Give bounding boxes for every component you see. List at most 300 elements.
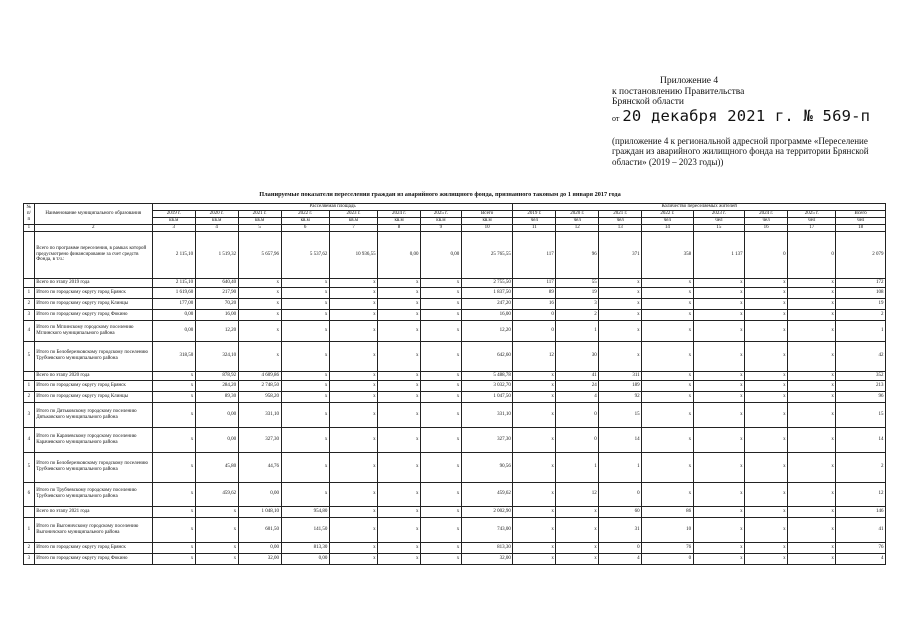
municipality-name: Итого по городскому округу город Брянск: [34, 287, 152, 298]
value-cell: 60: [599, 506, 642, 517]
value-cell: 247,20: [461, 298, 513, 309]
value-cell: x: [642, 320, 694, 341]
value-cell: x: [788, 287, 836, 298]
value-cell: x: [745, 542, 788, 553]
value-cell: x: [745, 482, 788, 506]
value-cell: x: [642, 391, 694, 402]
value-cell: 0: [513, 309, 556, 320]
value-cell: 12: [556, 482, 599, 506]
value-cell: 89: [513, 287, 556, 298]
value-cell: 0,00: [378, 231, 421, 278]
value-cell: x: [788, 517, 836, 542]
unit-header: чел: [599, 217, 642, 224]
value-cell: 32,00: [238, 553, 281, 564]
column-number: 6: [281, 224, 329, 231]
year-header: 2023 г.: [693, 211, 745, 218]
row-number: 5: [24, 452, 35, 482]
value-cell: 189: [599, 380, 642, 391]
year-header: 2021 г.: [238, 211, 281, 218]
value-cell: 1 137: [693, 231, 745, 278]
value-cell: 2 115,10: [152, 278, 195, 287]
municipality-name: Итого по Белоберезковскому городскому поселению Трубчевского муниципального района: [34, 452, 152, 482]
table-row: [24, 320, 886, 341]
unit-header: чел: [693, 217, 745, 224]
value-cell: 96: [556, 231, 599, 278]
value-cell: x: [329, 402, 377, 427]
value-cell: 0,00: [195, 427, 238, 452]
value-cell: x: [329, 298, 377, 309]
value-cell: x: [378, 452, 421, 482]
column-number: 17: [788, 224, 836, 231]
value-cell: x: [599, 309, 642, 320]
value-cell: x: [378, 517, 421, 542]
table-row: [24, 278, 886, 287]
municipality-name: Итого по городскому округу город Клинцы: [34, 391, 152, 402]
value-cell: 117: [513, 231, 556, 278]
municipality-name: Итого по городскому округу город Фокино: [34, 553, 152, 564]
column-number: 2: [34, 224, 152, 231]
value-cell: 10 936,55: [329, 231, 377, 278]
value-cell: x: [693, 517, 745, 542]
value-cell: 954,80: [281, 506, 329, 517]
row-number: 2: [24, 542, 35, 553]
value-cell: 3 032,70: [461, 380, 513, 391]
value-cell: x: [788, 452, 836, 482]
value-cell: x: [152, 391, 195, 402]
value-cell: 96: [836, 391, 886, 402]
table-head: [24, 204, 886, 232]
municipality-name: Итого по Белоберезковскому городскому поселению Трубчевского муниципального района: [34, 341, 152, 371]
row-number: [24, 371, 35, 380]
unit-header: чел: [556, 217, 599, 224]
col-no-header: № п/п: [24, 204, 35, 225]
value-cell: 2 755,50: [461, 278, 513, 287]
value-cell: 12,20: [195, 320, 238, 341]
year-header: Всего: [461, 211, 513, 218]
value-cell: x: [238, 287, 281, 298]
municipality-name: Всего по этапу 2020 года: [34, 371, 152, 380]
value-cell: x: [152, 506, 195, 517]
value-cell: 5 537,62: [281, 231, 329, 278]
value-cell: x: [421, 287, 462, 298]
value-cell: x: [513, 482, 556, 506]
value-cell: x: [513, 517, 556, 542]
column-number: 10: [461, 224, 513, 231]
value-cell: 813,30: [461, 542, 513, 553]
value-cell: x: [788, 309, 836, 320]
column-number: 1: [24, 224, 35, 231]
value-cell: x: [693, 391, 745, 402]
value-cell: 32,00: [461, 553, 513, 564]
value-cell: x: [281, 371, 329, 380]
value-cell: 0,00: [152, 320, 195, 341]
value-cell: x: [378, 341, 421, 371]
table-row: [24, 391, 886, 402]
value-cell: 31: [599, 517, 642, 542]
table-row: [24, 231, 886, 278]
value-cell: x: [329, 341, 377, 371]
value-cell: x: [745, 320, 788, 341]
value-cell: 0: [556, 427, 599, 452]
column-number: 11: [513, 224, 556, 231]
value-cell: x: [745, 298, 788, 309]
value-cell: 311: [599, 371, 642, 380]
value-cell: x: [693, 452, 745, 482]
value-cell: 640,40: [195, 278, 238, 287]
municipality-name: Всего по программе переселения, в рамках которой предусмотрено финансирование за счет средств Фонда, в т.ч.:: [34, 231, 152, 278]
value-cell: x: [642, 298, 694, 309]
value-cell: 601,50: [238, 517, 281, 542]
appendix-region-line: Брянской области: [612, 97, 684, 108]
row-number: 1: [24, 287, 35, 298]
value-cell: 1 048,10: [238, 506, 281, 517]
value-cell: 172: [836, 278, 886, 287]
program-note: (приложение 4 к региональной адресной программе «Переселение граждан из аварийного жилищного фонда на территории Брянской области» (2019 – 2023 годы)): [612, 135, 869, 167]
value-cell: x: [152, 452, 195, 482]
value-cell: 0,00: [152, 309, 195, 320]
value-cell: x: [556, 506, 599, 517]
value-cell: 14: [836, 427, 886, 452]
value-cell: x: [745, 553, 788, 564]
value-cell: x: [421, 278, 462, 287]
value-cell: 0,00: [421, 231, 462, 278]
value-cell: x: [378, 402, 421, 427]
value-cell: 12,20: [461, 320, 513, 341]
value-cell: x: [599, 341, 642, 371]
value-cell: x: [421, 320, 462, 341]
value-cell: x: [329, 287, 377, 298]
value-cell: x: [329, 320, 377, 341]
table-body: [24, 231, 886, 564]
table-row: [24, 482, 886, 506]
value-cell: 358: [642, 231, 694, 278]
value-cell: 86: [642, 506, 694, 517]
value-cell: x: [788, 506, 836, 517]
table-row: [24, 553, 886, 564]
value-cell: 327,30: [461, 427, 513, 452]
year-header: 2021 г.: [599, 211, 642, 218]
value-cell: x: [378, 391, 421, 402]
municipality-name: Итого по Карачевскому городскому поселению Карачевского муниципального района: [34, 427, 152, 452]
value-cell: x: [788, 402, 836, 427]
value-cell: x: [378, 542, 421, 553]
value-cell: x: [421, 482, 462, 506]
year-header: 2024 г.: [378, 211, 421, 218]
value-cell: x: [238, 309, 281, 320]
value-cell: x: [421, 391, 462, 402]
value-cell: x: [788, 278, 836, 287]
value-cell: x: [195, 542, 238, 553]
value-cell: x: [556, 553, 599, 564]
value-cell: x: [513, 402, 556, 427]
value-cell: 284,20: [195, 380, 238, 391]
value-cell: x: [421, 452, 462, 482]
value-cell: 19: [836, 298, 886, 309]
row-number: 1: [24, 517, 35, 542]
value-cell: x: [693, 427, 745, 452]
value-cell: x: [788, 320, 836, 341]
value-cell: x: [281, 341, 329, 371]
value-cell: x: [693, 320, 745, 341]
value-cell: 2: [556, 309, 599, 320]
value-cell: x: [556, 542, 599, 553]
value-cell: 331,10: [238, 402, 281, 427]
value-cell: 0: [513, 320, 556, 341]
value-cell: x: [152, 427, 195, 452]
value-cell: 1 047,50: [461, 391, 513, 402]
appendix-header: [612, 76, 897, 168]
value-cell: 318,50: [152, 341, 195, 371]
value-cell: x: [329, 391, 377, 402]
unit-header: кв.м: [421, 217, 462, 224]
value-cell: x: [281, 427, 329, 452]
value-cell: x: [152, 482, 195, 506]
value-cell: 2: [836, 452, 886, 482]
value-cell: 813,30: [281, 542, 329, 553]
unit-header: чел: [513, 217, 556, 224]
value-cell: 4: [599, 553, 642, 564]
value-cell: 177,00: [152, 298, 195, 309]
value-cell: x: [281, 452, 329, 482]
value-cell: 217,90: [195, 287, 238, 298]
value-cell: x: [642, 278, 694, 287]
value-cell: x: [693, 298, 745, 309]
value-cell: x: [329, 278, 377, 287]
value-cell: x: [745, 287, 788, 298]
value-cell: x: [513, 542, 556, 553]
year-header: 2024 г.: [745, 211, 788, 218]
value-cell: 41: [836, 517, 886, 542]
value-cell: x: [378, 427, 421, 452]
row-number: 4: [24, 320, 35, 341]
unit-header: чел: [836, 217, 886, 224]
value-cell: 642,60: [461, 341, 513, 371]
value-cell: x: [329, 482, 377, 506]
value-cell: 958,20: [238, 391, 281, 402]
value-cell: x: [599, 320, 642, 341]
value-cell: x: [238, 298, 281, 309]
row-number: 5: [24, 341, 35, 371]
municipality-name: Итого по городскому округу город Брянск: [34, 542, 152, 553]
value-cell: x: [693, 542, 745, 553]
value-cell: 12: [836, 482, 886, 506]
value-cell: x: [745, 371, 788, 380]
year-header: 2022 г.: [642, 211, 694, 218]
value-cell: 14: [599, 427, 642, 452]
value-cell: x: [693, 278, 745, 287]
value-cell: 0,00: [195, 402, 238, 427]
value-cell: 1: [556, 452, 599, 482]
value-cell: 2 079: [836, 231, 886, 278]
value-cell: x: [693, 380, 745, 391]
value-cell: x: [281, 309, 329, 320]
value-cell: x: [642, 482, 694, 506]
table-row: [24, 380, 886, 391]
value-cell: 743,00: [461, 517, 513, 542]
value-cell: 2 002,90: [461, 506, 513, 517]
value-cell: x: [693, 402, 745, 427]
year-header: 2020 г.: [195, 211, 238, 218]
value-cell: 0: [788, 231, 836, 278]
row-number: 3: [24, 553, 35, 564]
value-cell: x: [693, 309, 745, 320]
column-number: 15: [693, 224, 745, 231]
value-cell: x: [788, 341, 836, 371]
value-cell: x: [329, 371, 377, 380]
value-cell: x: [693, 341, 745, 371]
value-cell: x: [281, 320, 329, 341]
row-number: 1: [24, 380, 35, 391]
decree-date-line: [612, 108, 897, 125]
value-cell: 19: [556, 287, 599, 298]
table-row: [24, 287, 886, 298]
unit-header: кв.м: [238, 217, 281, 224]
row-number: 6: [24, 482, 35, 506]
value-cell: x: [642, 380, 694, 391]
column-number: 14: [642, 224, 694, 231]
decree-date: 20 декабря 2021 г. № 569-п: [622, 106, 871, 125]
value-cell: x: [195, 506, 238, 517]
value-cell: 24: [556, 380, 599, 391]
year-header: Всего: [836, 211, 886, 218]
value-cell: 2 748,50: [238, 380, 281, 391]
value-cell: x: [329, 517, 377, 542]
value-cell: 0,00: [281, 553, 329, 564]
value-cell: 108: [836, 287, 886, 298]
value-cell: x: [152, 517, 195, 542]
value-cell: 0,00: [238, 542, 281, 553]
year-header: 2023 г.: [329, 211, 377, 218]
value-cell: x: [195, 553, 238, 564]
value-cell: 15: [836, 402, 886, 427]
table-row: [24, 517, 886, 542]
value-cell: x: [378, 320, 421, 341]
value-cell: x: [745, 452, 788, 482]
value-cell: x: [152, 380, 195, 391]
value-cell: 1: [836, 320, 886, 341]
value-cell: 4: [836, 553, 886, 564]
unit-header: кв.м: [329, 217, 377, 224]
value-cell: 5 488,78: [461, 371, 513, 380]
value-cell: x: [513, 506, 556, 517]
municipality-name: Итого по Дятьковскому городскому поселению Дятьковского муниципального района: [34, 402, 152, 427]
table-row: [24, 452, 886, 482]
value-cell: x: [693, 482, 745, 506]
value-cell: x: [421, 309, 462, 320]
column-number: 18: [836, 224, 886, 231]
value-cell: x: [152, 402, 195, 427]
row-number: 4: [24, 427, 35, 452]
unit-header: кв.м: [152, 217, 195, 224]
value-cell: x: [152, 542, 195, 553]
value-cell: 70,20: [195, 298, 238, 309]
value-cell: 44,76: [238, 452, 281, 482]
value-cell: 1 619,60: [152, 287, 195, 298]
value-cell: x: [745, 391, 788, 402]
municipality-name: Итого по городскому округу город Клинцы: [34, 298, 152, 309]
table-row: [24, 298, 886, 309]
value-cell: 76: [642, 542, 694, 553]
row-number: [24, 231, 35, 278]
value-cell: x: [788, 553, 836, 564]
value-cell: 371: [599, 231, 642, 278]
value-cell: x: [642, 402, 694, 427]
value-cell: 15: [599, 402, 642, 427]
value-cell: x: [378, 371, 421, 380]
value-cell: 146: [836, 506, 886, 517]
row-number: 3: [24, 402, 35, 427]
municipality-name: Всего по этапу 2019 года: [34, 278, 152, 287]
year-header-row: [24, 211, 886, 218]
column-number: 8: [378, 224, 421, 231]
value-cell: 90,56: [461, 452, 513, 482]
value-cell: x: [599, 298, 642, 309]
value-cell: 16,00: [195, 309, 238, 320]
unit-header: чел: [788, 217, 836, 224]
value-cell: x: [788, 542, 836, 553]
municipality-name: Итого по Мглинскому городскому поселению Мглинского муниципального района: [34, 320, 152, 341]
value-cell: x: [281, 298, 329, 309]
value-cell: 2 115,10: [152, 231, 195, 278]
value-cell: x: [195, 517, 238, 542]
value-cell: x: [329, 452, 377, 482]
value-cell: x: [378, 553, 421, 564]
value-cell: 16,00: [461, 309, 513, 320]
value-cell: x: [152, 553, 195, 564]
year-header: 2025 г.: [421, 211, 462, 218]
column-number: 16: [745, 224, 788, 231]
table-row: [24, 341, 886, 371]
year-header: 2022 г.: [281, 211, 329, 218]
value-cell: 12: [513, 341, 556, 371]
value-cell: 1: [599, 452, 642, 482]
value-cell: x: [693, 287, 745, 298]
value-cell: 0,00: [238, 482, 281, 506]
value-cell: x: [513, 452, 556, 482]
value-cell: 5 657,96: [238, 231, 281, 278]
resettlement-table: [23, 203, 886, 565]
row-number: [24, 506, 35, 517]
value-cell: 4 609,86: [238, 371, 281, 380]
value-cell: 1 837,50: [461, 287, 513, 298]
table-row: [24, 506, 886, 517]
value-cell: 0: [745, 231, 788, 278]
value-cell: x: [642, 287, 694, 298]
value-cell: x: [513, 391, 556, 402]
year-header: 2025 г.: [788, 211, 836, 218]
value-cell: 0: [642, 553, 694, 564]
row-number: 2: [24, 298, 35, 309]
value-cell: x: [421, 427, 462, 452]
value-cell: x: [329, 542, 377, 553]
table-row: [24, 371, 886, 380]
value-cell: x: [788, 371, 836, 380]
column-number: 4: [195, 224, 238, 231]
value-cell: 331,10: [461, 402, 513, 427]
value-cell: x: [788, 427, 836, 452]
date-prefix: от: [612, 113, 620, 123]
value-cell: x: [513, 427, 556, 452]
unit-header: кв.м: [461, 217, 513, 224]
value-cell: 1: [556, 320, 599, 341]
value-cell: x: [788, 380, 836, 391]
row-number: [24, 278, 35, 287]
value-cell: 10: [642, 517, 694, 542]
group-area-header: Расселяемая площадь: [152, 204, 513, 211]
value-cell: x: [378, 380, 421, 391]
column-number: 12: [556, 224, 599, 231]
value-cell: x: [378, 482, 421, 506]
